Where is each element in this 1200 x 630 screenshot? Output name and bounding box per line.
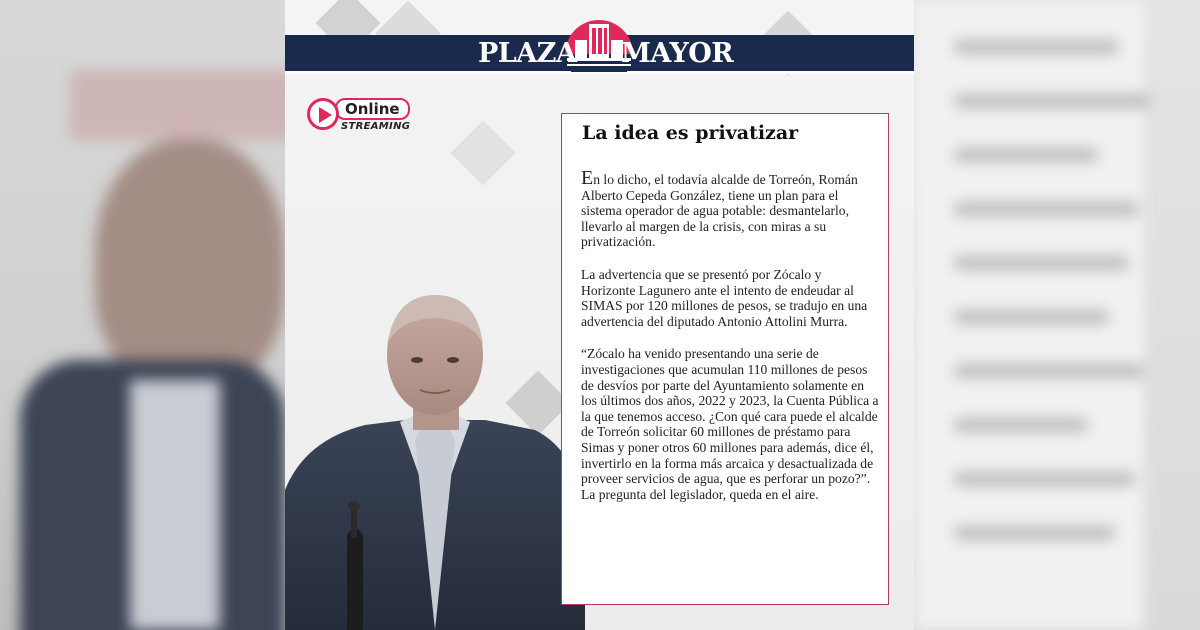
person-photo bbox=[285, 290, 585, 630]
article-title: La idea es privatizar bbox=[582, 122, 799, 144]
article-paragraph-1 bbox=[581, 167, 879, 250]
article-paragraph-3: “Zócalo ha venido presentando una serie de investigaciones que acumulan 110 millones de pesos de desvíos por parte del Ayuntamiento solamente en los últimos dos años, 2022 y 2023, la Cuenta Pública a la que tenemos acceso. ¿Con qué cara puede el alcalde de Torreón solicitar 60 millones de préstamo para Simas y poner otros 60 millones para además, dice él, invertirlo en la forma más arcaica y desactualizada de proveer servicios de agua, que es perforar un pozo?”. La pregunta del legislador, queda en el aire. bbox=[581, 346, 879, 502]
article-card bbox=[561, 113, 889, 605]
online-streaming-badge bbox=[307, 98, 417, 138]
article-paragraph-2: La advertencia que se presentó por Zócalo y Horizonte Lagunero ante el intento de endeudar al SIMAS por 120 millones de pesos, se tradujo en una advertencia del diputado Antonio Attolini Murra. bbox=[581, 266, 868, 329]
play-icon bbox=[307, 98, 339, 130]
streaming-subtitle: STREAMING bbox=[341, 121, 411, 132]
logo-word-mayor: MAYOR bbox=[621, 38, 734, 69]
article-body bbox=[581, 167, 879, 519]
blurred-background-right bbox=[914, 0, 1200, 630]
article-dropcap: E bbox=[581, 167, 594, 189]
article-paragraph-1-text: n lo dicho, el todavía alcalde de Torreón, Román Alberto Cepeda González, tiene un plan para el sistema operador de agua potable: desmantelarlo, llevarlo al margen de la crisis, con miras a su privatización. bbox=[581, 172, 858, 250]
main-column bbox=[285, 0, 914, 630]
blurred-background-left bbox=[0, 0, 285, 630]
streaming-online-label: Online bbox=[335, 98, 410, 120]
logo-word-plaza: PLAZA bbox=[478, 38, 577, 69]
decorative-diamond bbox=[450, 120, 515, 185]
